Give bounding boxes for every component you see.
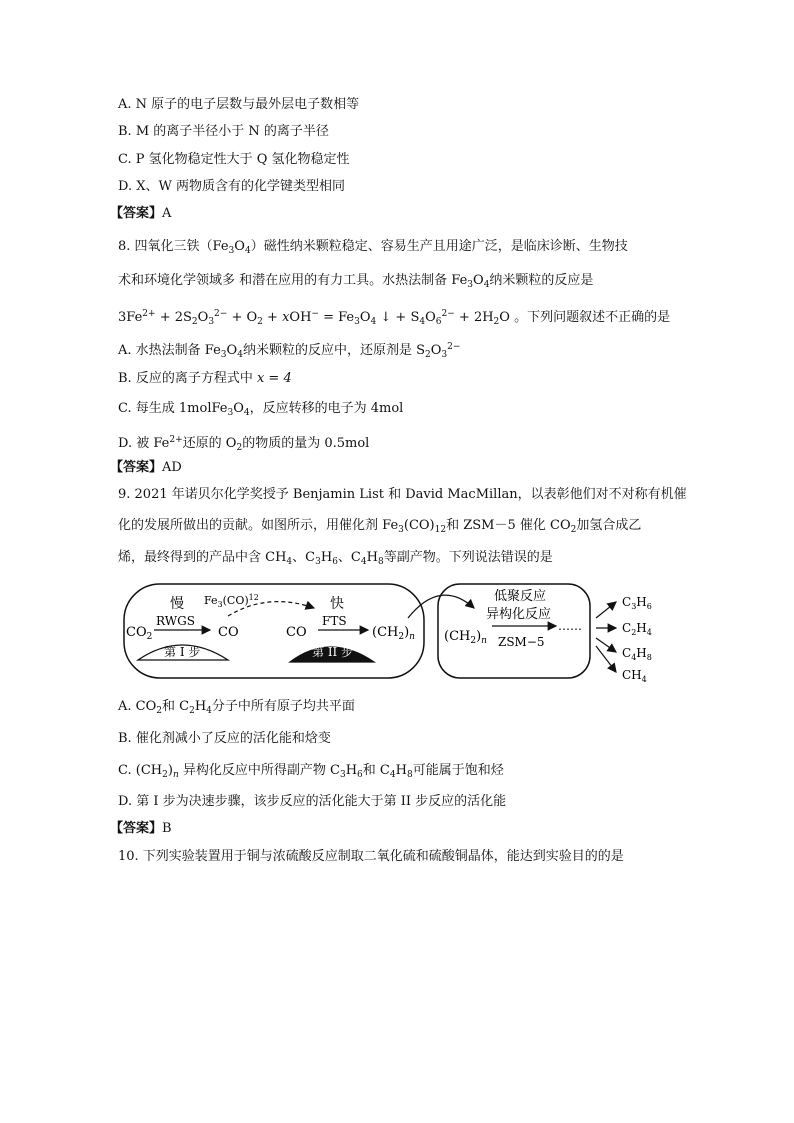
q7-option-b: B. M 的离子半径小于 N 的离子半径 (118, 124, 329, 139)
product-ch4: $CH_4$ (622, 668, 647, 684)
product-c4h8: $C_4H_8$ (622, 646, 652, 662)
q8-stem-line1: 8. 四氧化三铁$(Fe_3O_4)$磁性纳米颗粒稳定、容易生产且用途广泛，是临床诊断、生物技 (118, 239, 628, 256)
q8-option-d: D. 被 $Fe^{2+}$还原的 $O_2$的物质的量为 0.5mol (118, 435, 370, 453)
fast-label: 快 (330, 596, 344, 612)
q8-option-b: B. 反应的离子方程式中 x = 4 (118, 371, 292, 386)
co2-label: $CO_2$ (126, 625, 153, 642)
rwgs-label: RWGS (156, 614, 195, 628)
q9-stem-line1: 9. 2021 年诺贝尔化学奖授予 Benjamin List 和 David MacMillan，以表彰他们对不对称有机催 (118, 487, 687, 502)
answer-label: 【答案】 (110, 460, 163, 475)
co-label-1: CO (218, 625, 239, 640)
slow-label: 慢 (170, 596, 184, 612)
q7-answer (110, 205, 171, 223)
dots-label: …… (558, 619, 582, 633)
product-arrow-1 (596, 602, 616, 618)
answer-value: AD (162, 460, 182, 475)
q9-option-d: D. 第 I 步为决速步骤，该步反应的活化能大于第 II 步反应的活化能 (118, 794, 507, 809)
q9-answer (110, 820, 172, 838)
co-label-2: CO (286, 625, 307, 640)
zsm-label: ZSM−5 (498, 635, 545, 649)
q9-stem-line3: 烯，最终得到的产品中含 $CH_4$、$C_3H_6$、$C_4H_8$等副产物。下列说法错误的是 (118, 550, 553, 567)
q9-stem-line2: 化的发展所做出的贡献。如图所示，用催化剂 $Fe_3(CO)_{12}$和 ZSM－5 催化 $CO_2$加氢合成乙 (118, 518, 642, 535)
catalyst-label: $Fe_3(CO)^{12}$ (204, 593, 259, 609)
q9-option-b: B. 催化剂减小了反应的活化能和焓变 (118, 731, 331, 746)
step2-label: 第 II 步 (312, 645, 354, 659)
answer-value: A (162, 206, 172, 221)
q8-option-c: C. 每生成 $1molFe_3O_4$，反应转移的电子为 4mol (118, 401, 404, 418)
oligo-label: 低聚反应 (494, 589, 547, 604)
q8-answer (110, 459, 182, 477)
q9-option-a: A. $CO_2$和 $C_2H_4$分子中所有原子均共平面 (118, 699, 355, 716)
q7-option-d: D. X、W 两物质含有的化学键类型相同 (118, 179, 345, 194)
step1-label: 第 I 步 (164, 645, 201, 659)
ch2n-label-2: $(CH_2)_n$ (444, 629, 487, 646)
fts-label: FTS (322, 614, 347, 628)
ch2n-label-1: $(CH_2)_n$ (372, 625, 415, 642)
q10-stem: 10. 下列实验装置用于铜与浓硫酸反应制取二氧化硫和硫酸铜晶体，能达到实验目的的是 (118, 849, 624, 864)
q8-stem-line2: 术和环境化学领域多 和潜在应用的有力工具。水热法制备 $Fe_3O_4$纳米颗粒的反应是 (118, 273, 594, 290)
q8-equation: $3Fe^{2+} + 2S_2O_3^{2-} + O_2 + xOH^- = Fe_3O_4$ ↓ + $S_4O_6^{2-} + 2H_2O$ 。下列问题叙述不正确的是 (118, 309, 671, 327)
q9-option-c: C. $(CH_2)_n$ 异构化反应中所得副产物 $C_3H_6$和 $C_4H_8$可能属于饱和烃 (118, 763, 504, 780)
answer-label: 【答案】 (110, 206, 163, 221)
answer-value: B (162, 821, 172, 836)
isomer-label: 异构化反应 (486, 607, 552, 622)
q7-option-a: A. N 原子的电子层数与最外层电子数相等 (118, 97, 360, 112)
q7-option-c: C. P 氢化物稳定性大于 Q 氢化物稳定性 (118, 152, 350, 167)
reaction-diagram (118, 578, 678, 690)
product-c2h4: $C_2H_4$ (622, 621, 652, 637)
answer-label: 【答案】 (110, 821, 163, 836)
product-c3h6: $C_3H_6$ (622, 595, 652, 611)
q8-option-a: A. 水热法制备 $Fe_3O_4$纳米颗粒的反应中，还原剂是 $S_2O_3^{2-}$ (118, 342, 461, 360)
